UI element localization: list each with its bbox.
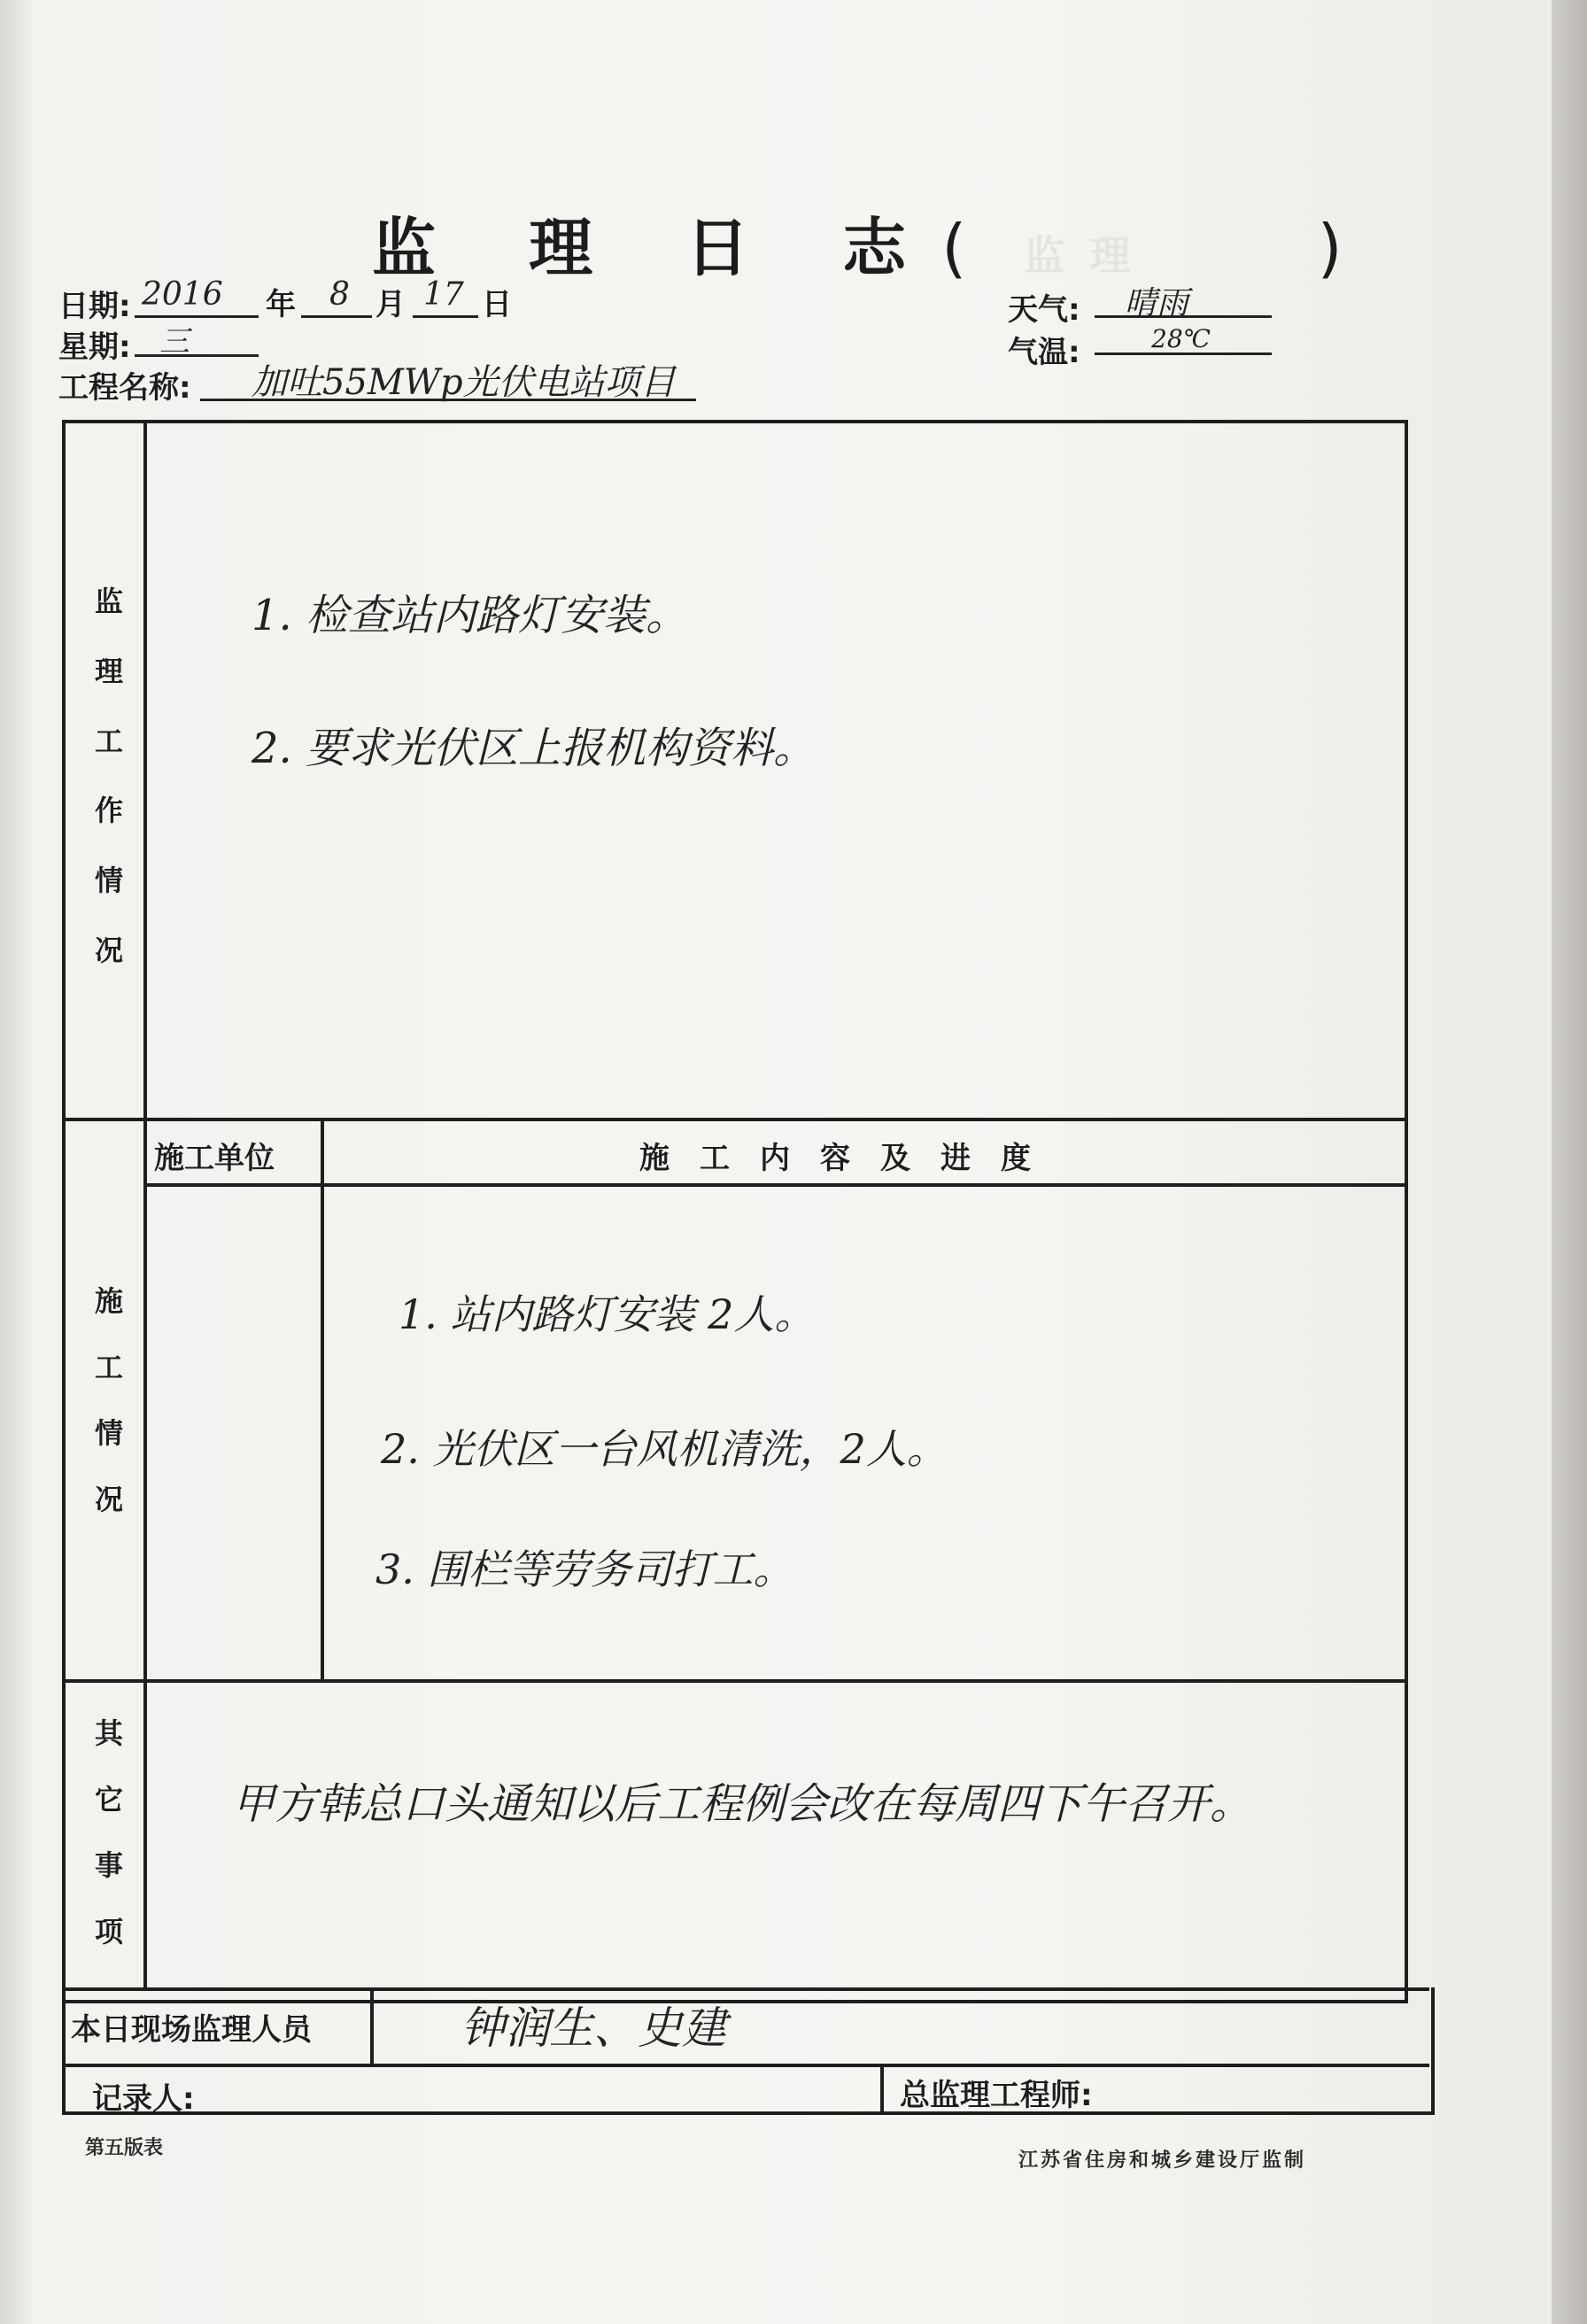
weekday-label: 星期: (58, 329, 131, 365)
project-value: 加吐55MWp光伏电站项目 (252, 362, 676, 403)
divider-supervision-construction (66, 1118, 1405, 1121)
year-label: 年 (266, 287, 296, 322)
year-value: 2016 (142, 276, 223, 313)
construction-section-label: 施 工 情 况 (94, 1284, 123, 1516)
weather-label: 天气: (1008, 292, 1080, 328)
weekday-underline (135, 354, 259, 357)
title-main: 监 理 日 志 (372, 211, 942, 285)
temp-value: 28℃ (1151, 324, 1211, 353)
day-label: 日 (482, 287, 512, 322)
weather-underline (1095, 315, 1272, 318)
construction-item-1: 1. 站内路灯安装 2人。 (399, 1290, 816, 1338)
title-paren-content: 监 理 (1024, 231, 1136, 280)
page-footer-left: 第五版表 (85, 2137, 164, 2159)
project-label: 工程名称: (58, 370, 191, 406)
construction-unit-header: 施工单位 (154, 1141, 275, 1176)
construction-item-2: 2. 光伏区一台风机清洗，2人。 (381, 1425, 948, 1473)
month-value: 8 (329, 276, 350, 313)
other-section-label: 其 它 事 项 (94, 1716, 123, 1948)
supervision-section-label: 监 理 工 作 情 况 (94, 585, 123, 967)
binding-edge (1552, 0, 1587, 2324)
project-underline (200, 399, 696, 401)
recorder-label: 记录人: (92, 2081, 195, 2117)
supervision-item-2: 2. 要求光伏区上报机构资料。 (252, 724, 817, 773)
weather-value: 晴雨 (1125, 285, 1189, 321)
staff-value: 钟润生、史建 (461, 2003, 726, 2054)
log-table (62, 420, 1408, 2003)
construction-content-header: 施工内容及进度 (639, 1141, 1061, 1176)
other-text: 甲方韩总口头通知以后工程例会改在每周四下午召开。 (232, 1779, 1253, 1829)
label-column-line (143, 420, 147, 1987)
construction-item-3: 3. 围栏等劳务司打工。 (375, 1545, 794, 1593)
month-label: 月 (375, 287, 406, 322)
day-value: 17 (423, 276, 464, 313)
staff-label: 本日现场监理人员 (71, 2012, 312, 2048)
month-underline (301, 315, 372, 318)
staff-label-column-line (370, 1987, 374, 2064)
footer-rows-divider (66, 2064, 1429, 2067)
title-paren-close: ) (1317, 211, 1343, 285)
construction-header-underline (147, 1183, 1405, 1187)
date-label: 日期: (58, 289, 131, 324)
temp-label: 气温: (1008, 335, 1080, 370)
day-underline (413, 315, 478, 318)
recorder-chief-divider (880, 2064, 884, 2115)
weekday-value: 三 (159, 324, 190, 360)
supervision-item-1: 1. 检查站内路灯安装。 (252, 591, 689, 640)
title-paren-open: ( (941, 211, 967, 285)
divider-construction-other (66, 1679, 1405, 1683)
page-footer-right: 江苏省住房和城乡建设厅监制 (1018, 2150, 1307, 2172)
year-underline (135, 315, 259, 318)
temp-underline (1095, 352, 1272, 355)
chief-label: 总监理工程师: (900, 2078, 1093, 2113)
construction-unit-column-line (321, 1121, 324, 1679)
page-title (372, 197, 1343, 285)
